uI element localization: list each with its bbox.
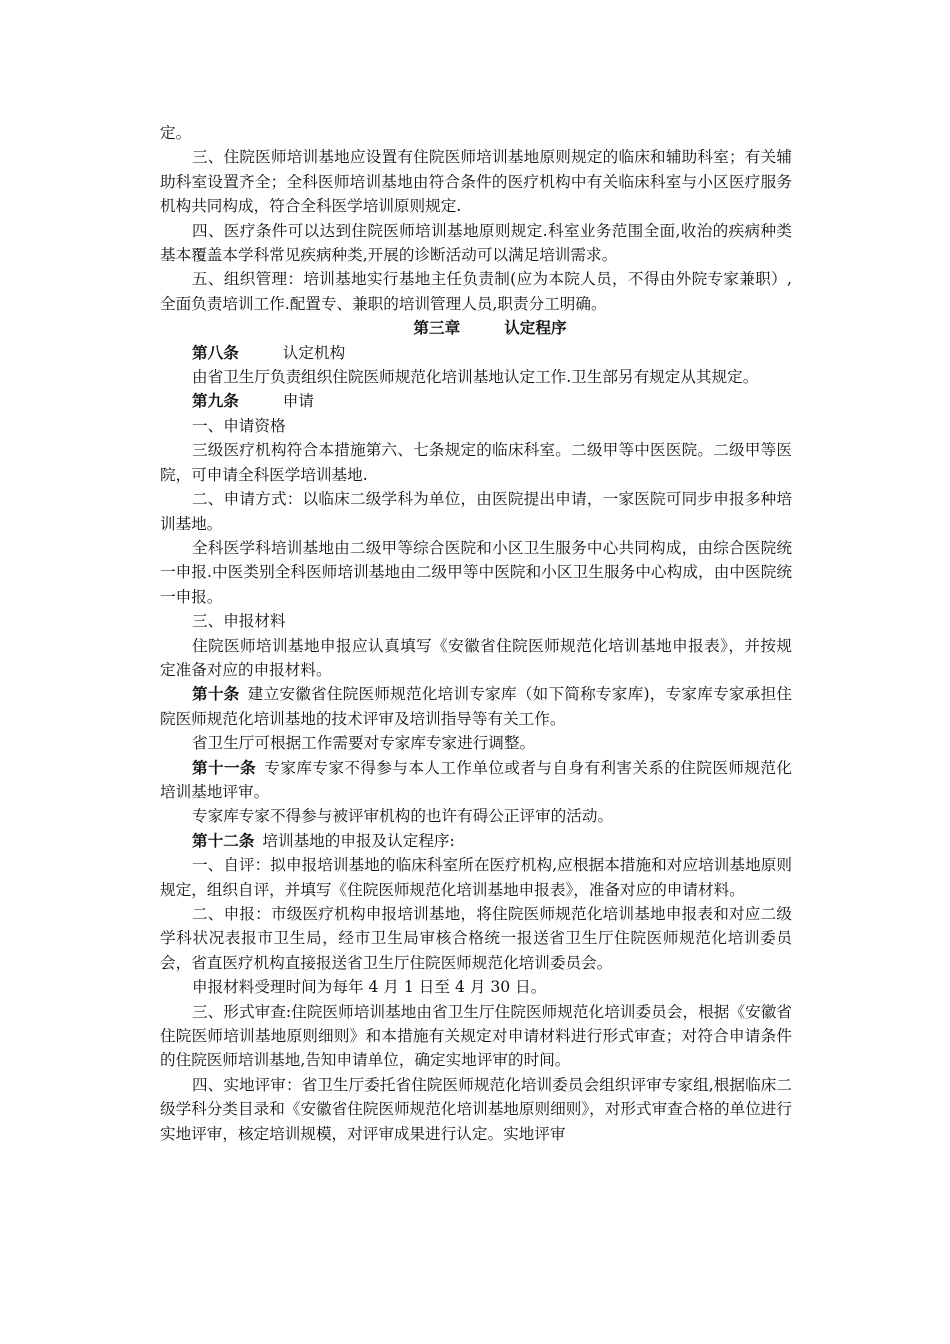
paragraph: 五、组织管理：培训基地实行基地主任负责制(应为本院人员，不得由外院专家兼职）,全面负责培训工作.配置专、兼职的培训管理人员,职责分工明确。	[160, 270, 792, 313]
article-number: 第九条	[192, 392, 239, 411]
article-body: 培训基地的申报及认定程序:	[262, 831, 455, 850]
paragraph: 三级医疗机构符合本措施第六、七条规定的临床科室。二级甲等中医医院。二级甲等医院，可申请全科医学培训基地.	[160, 441, 792, 484]
paragraph: 全科医学科培训基地由二级甲等综合医院和小区卫生服务中心共同构成，由综合医院统一申报.中医类别全科医师培训基地由二级甲等中医院和小区卫生服务中心构成，由中医院统一申报。	[160, 538, 792, 606]
paragraph: 省卫生厅可根据工作需要对专家库专家进行调整。	[192, 734, 536, 753]
article-body: 建立安徽省住院医师规范化培训专家库（如下简称专家库)，专家库专家承担住院医师规范化培训基地的技术评审及培训指导等有关工作。	[160, 685, 792, 728]
paragraph: 一、申请资格	[192, 416, 286, 435]
document-body	[160, 121, 792, 1146]
article-paragraph	[160, 756, 792, 805]
paragraph: 三、住院医师培训基地应设置有住院医师培训基地原则规定的临床和辅助科室；有关辅助科室设置齐全；全科医师培训基地由符合条件的医疗机构中有关临床科室与小区医疗服务机构共同构成，符合全科医学培训原则规定.	[160, 148, 792, 216]
paragraph: 定。	[160, 124, 192, 142]
chapter-heading	[160, 316, 792, 340]
article-heading	[160, 389, 792, 413]
paragraph: 一、自评：拟申报培训基地的临床科室所在医疗机构,应根据本措施和对应培训基地原则规定，组织自评，并填写《住院医师规范化培训基地申报表》，准备对应的申请材料。	[160, 856, 792, 899]
article-paragraph	[160, 829, 792, 853]
paragraph: 专家库专家不得参与被评审机构的也许有碍公正评审的活动。	[192, 807, 614, 826]
paragraph: 二、申请方式：以临床二级学科为单位，由医院提出申请，一家医院可同步申报多种培训基地。	[160, 490, 792, 533]
chapter-number: 第三章	[413, 319, 461, 338]
article-number: 第八条	[192, 343, 239, 362]
paragraph: 申报材料受理时间为每年 4 月 1 日至 4 月 30 日。	[192, 978, 547, 997]
article-number: 第十一条	[192, 758, 256, 777]
article-number: 第十二条	[192, 831, 255, 850]
paragraph: 三、申报材料	[192, 612, 286, 631]
paragraph: 二、申报：市级医疗机构申报培训基地，将住院医师规范化培训基地申报表和对应二级学科状况表报市卫生局，经市卫生局审核合格统一报送省卫生厅住院医师规范化培训委员会，省直医疗机构直接报送省卫生厅住院医师规范化培训委员会。	[160, 905, 792, 972]
paragraph: 四、医疗条件可以达到住院医师培训基地原则规定.科室业务范围全面,收治的疾病种类基本覆盖本学科常见疾病种类,开展的诊断活动可以满足培训需求。	[160, 221, 792, 265]
article-body: 专家库专家不得参与本人工作单位或者与自身有利害关系的住院医师规范化培训基地评审。	[160, 758, 792, 801]
paragraph: 四、实地评审：省卫生厅委托省住院医师规范化培训委员会组织评审专家组,根据临床二级学科分类目录和《安徽省住院医师规范化培训基地原则细则》，对形式审查合格的单位进行实地评审，核定培训规模，对评审成果进行认定。实地评审	[160, 1075, 792, 1143]
article-number: 第十条	[192, 685, 240, 704]
article-title: 申请	[282, 392, 314, 411]
article-paragraph	[160, 682, 792, 731]
chapter-title: 认定程序	[504, 319, 567, 338]
article-title: 认定机构	[282, 343, 346, 362]
paragraph: 由省卫生厅负责组织住院医师规范化培训基地认定工作.卫生部另有规定从其规定。	[192, 368, 759, 387]
paragraph: 住院医师培训基地申报应认真填写《安徽省住院医师规范化培训基地申报表》，并按规定准备对应的申报材料。	[160, 636, 792, 679]
article-heading	[160, 341, 792, 365]
paragraph: 三、形式审查:住院医师培训基地由省卫生厅住院医师规范化培训委员会，根据《安徽省住院医师培训基地原则细则》和本措施有关规定对申请材料进行形式审查；对符合申请条件的住院医师培训基地,告知申请单位，确定实地评审的时间。	[160, 1002, 792, 1070]
